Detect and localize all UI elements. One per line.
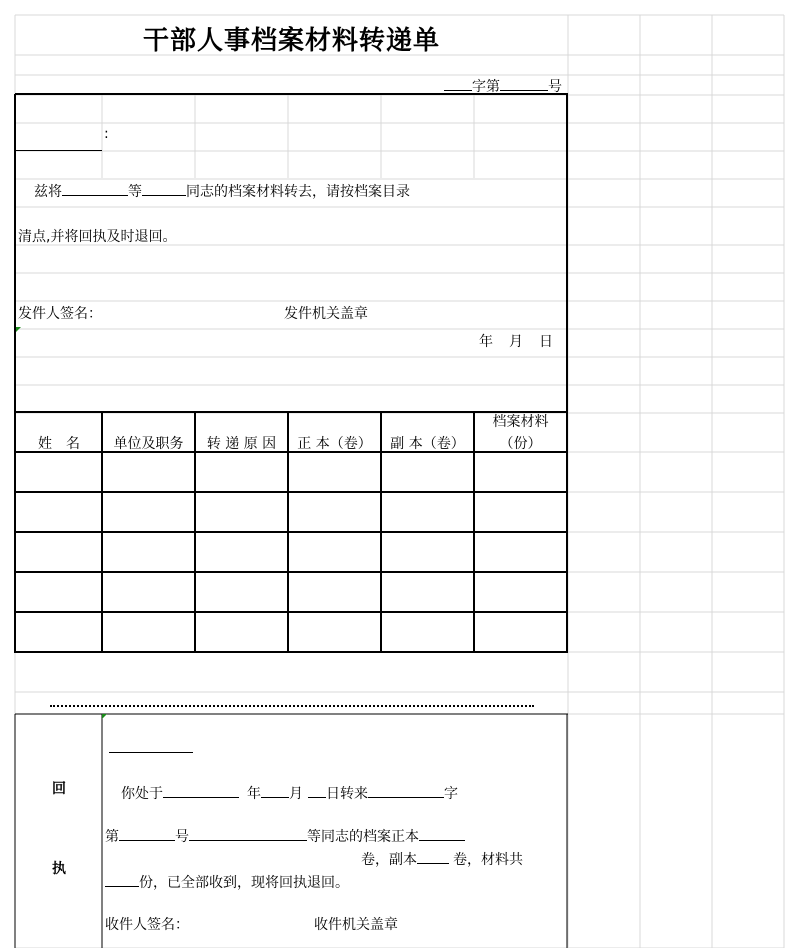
date-year: 年 bbox=[479, 334, 493, 350]
number-line bbox=[444, 76, 562, 96]
receipt-line1-b: 年 bbox=[247, 786, 261, 802]
transfer-statement-line2: 清点,并将回执及时退回。 bbox=[18, 229, 177, 245]
receipt-line1-a: 你处于 bbox=[121, 786, 163, 802]
receipt-line2-b: 号 bbox=[175, 829, 189, 845]
recipient-underline bbox=[16, 150, 102, 151]
line1-part-c: 同志的档案材料转去，请按档案目录 bbox=[186, 184, 410, 200]
receiver-signature-label: 收件人签名： bbox=[105, 917, 189, 933]
header-transfer-reason: 转 递 原 因 bbox=[206, 436, 277, 452]
date-month: 月 bbox=[509, 334, 523, 350]
sender-signature-label: 发件人签名： bbox=[18, 306, 102, 322]
cell-marker bbox=[16, 327, 21, 332]
receiver-seal-label: 收件机关盖章 bbox=[314, 917, 398, 933]
zi-di-label: 字第 bbox=[472, 79, 500, 95]
date-line bbox=[479, 331, 553, 351]
page-title: 干部人事档案材料转递单 bbox=[143, 26, 441, 56]
receipt-line4-text: 份，已全部收到，现将回执退回。 bbox=[139, 875, 349, 891]
date-day: 日 bbox=[539, 334, 553, 350]
hao-label: 号 bbox=[548, 79, 562, 95]
header-name: 姓 名 bbox=[38, 436, 80, 452]
receipt-line1 bbox=[121, 783, 458, 803]
receipt-line3 bbox=[361, 849, 523, 869]
header-original-volumes: 正 本（卷） bbox=[297, 436, 372, 452]
transfer-statement bbox=[34, 181, 410, 201]
line1-part-b: 等 bbox=[128, 184, 142, 200]
receipt-label-zhi: 执 bbox=[52, 861, 66, 877]
header-archive-materials: 档案材料 bbox=[492, 414, 549, 430]
receipt-line1-e: 字 bbox=[444, 786, 458, 802]
header-copy-volumes: 副 本（卷） bbox=[390, 436, 465, 452]
receipt-line2-a: 第 bbox=[105, 829, 119, 845]
receipt-line2 bbox=[105, 826, 465, 846]
receipt-line1-c: 月 bbox=[289, 786, 303, 802]
receipt-line1-d: 日转来 bbox=[326, 786, 368, 802]
receipt-label-hui: 回 bbox=[52, 781, 66, 797]
header-unit-position: 单位及职务 bbox=[113, 436, 184, 452]
header-archive-materials-unit: （份） bbox=[499, 436, 542, 452]
cut-line bbox=[50, 705, 534, 707]
recipient-colon: : bbox=[104, 126, 109, 142]
line1-part-a: 兹将 bbox=[34, 184, 62, 200]
receipt-line3-b: 卷，材料共 bbox=[453, 852, 523, 868]
receipt-top-underline bbox=[109, 752, 193, 753]
receipt-line4 bbox=[105, 872, 349, 892]
cell-marker bbox=[102, 714, 107, 719]
sender-seal-label: 发件机关盖章 bbox=[284, 306, 368, 322]
receipt-line2-c: 等同志的档案正本 bbox=[307, 829, 419, 845]
receipt-line3-a: 卷，副本 bbox=[361, 852, 417, 868]
